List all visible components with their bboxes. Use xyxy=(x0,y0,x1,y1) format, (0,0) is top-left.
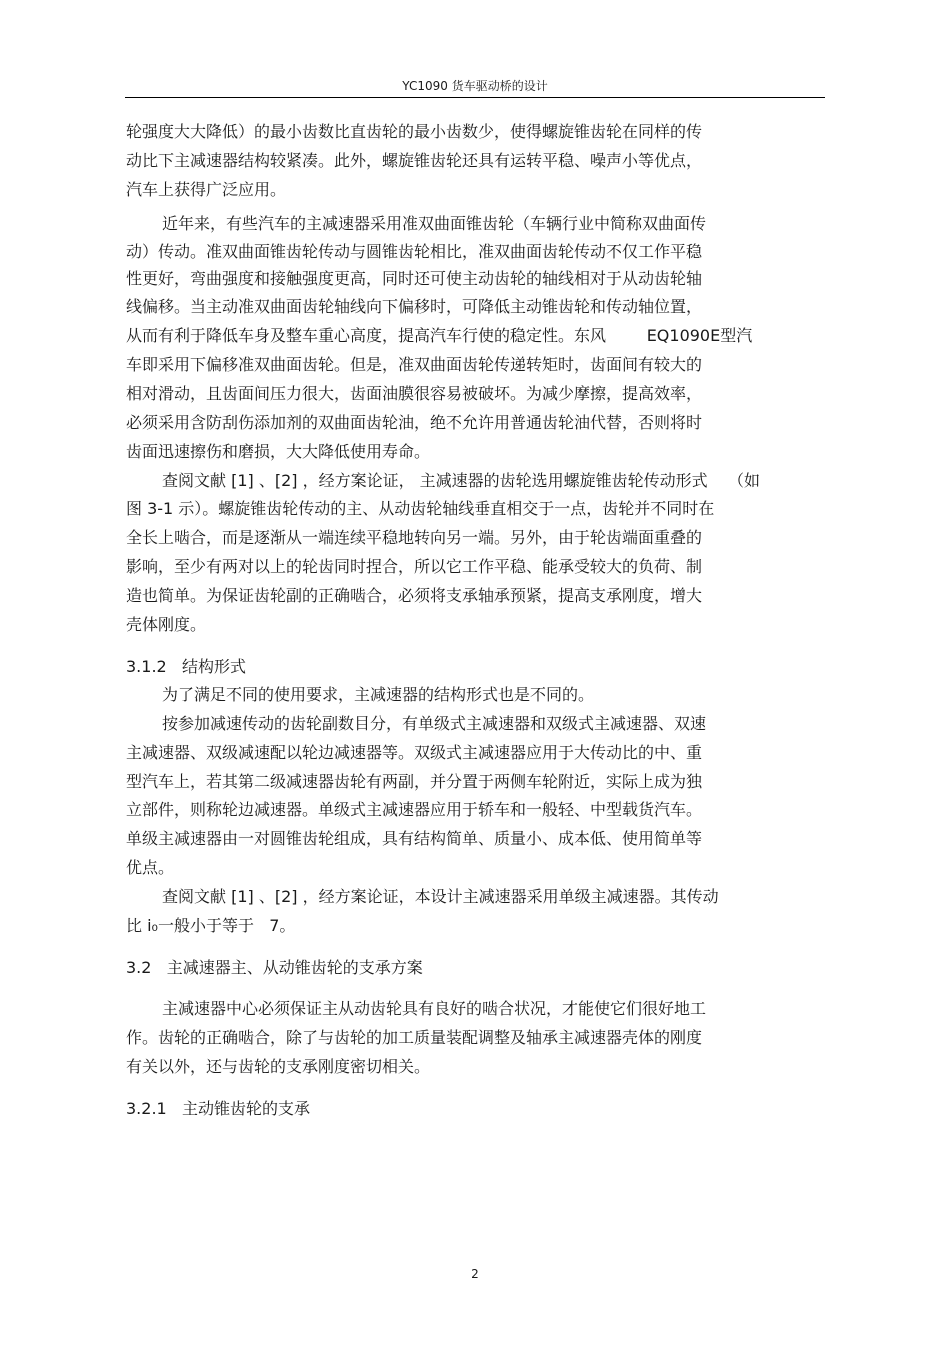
running-header: YC1090 货车驱动桥的设计 xyxy=(402,79,548,93)
body-text-line: 壳体刚度。 xyxy=(126,615,207,634)
body-text-line: 相对滑动，且齿面间压力很大，齿面油膜很容易被破坏。为减少摩擦，提高效率， xyxy=(126,384,703,403)
body-text-line: 从而有利于降低车身及整车重心高度，提高汽车行使的稳定性。东风 EQ1090E型汽 xyxy=(126,326,753,345)
body-text-line: 型汽车上，若其第二级减速器齿轮有两副，并分置于两侧车轮附近，实际上成为独 xyxy=(126,772,703,791)
body-text-line: 线偏移。当主动准双曲面齿轮轴线向下偏移时，可降低主动锥齿轮和传动轴位置， xyxy=(126,297,703,316)
body-text-line: 全长上啮合，而是逐渐从一端连续平稳地转向另一端。另外，由于轮齿端面重叠的 xyxy=(126,528,703,547)
section-heading-3-2: 3.2 主减速器主、从动锥齿轮的支承方案 xyxy=(126,958,423,977)
body-text-line: 汽车上获得广泛应用。 xyxy=(126,180,287,199)
body-text-line: 主减速器中心必须保证主从动齿轮具有良好的啮合状况，才能使它们很好地工 xyxy=(162,999,707,1018)
body-text-line: 按参加减速传动的齿轮副数目分，有单级式主减速器和双级式主减速器、双速 xyxy=(162,714,707,733)
body-text-line: 动）传动。准双曲面锥齿轮传动与圆锥齿轮相比，准双曲面齿轮传动不仅工作平稳 xyxy=(126,242,703,261)
body-text-line: 车即采用下偏移准双曲面齿轮。但是，准双曲面齿轮传递转矩时，齿面间有较大的 xyxy=(126,355,703,374)
body-text-line: 单级主减速器由一对圆锥齿轮组成，具有结构简单、质量小、成本低、使用简单等 xyxy=(126,829,703,848)
body-text-line: 性更好，弯曲强度和接触强度更高，同时还可使主动齿轮的轴线相对于从动齿轮轴 xyxy=(126,269,703,288)
body-text-line: 影响，至少有两对以上的轮齿同时捏合，所以它工作平稳、能承受较大的负荷、制 xyxy=(126,557,703,576)
section-heading-3-2-1: 3.2.1 主动锥齿轮的支承 xyxy=(126,1099,310,1118)
body-text-line: 为了满足不同的使用要求，主减速器的结构形式也是不同的。 xyxy=(162,685,595,704)
body-text-line: 齿面迅速擦伤和磨损，大大降低使用寿命。 xyxy=(126,442,431,461)
body-text-line: 必须采用含防刮伤添加剂的双曲面齿轮油，绝不允许用普通齿轮油代替，否则将时 xyxy=(126,413,703,432)
body-text-line: 立部件，则称轮边减速器。单级式主减速器应用于轿车和一般轻、中型载货汽车。 xyxy=(126,800,703,819)
body-text-line: 图 3-1 示）。螺旋锥齿轮传动的主、从动齿轮轴线垂直相交于一点，齿轮并不同时在 xyxy=(126,499,715,518)
body-text-line: 优点。 xyxy=(126,858,175,877)
body-text-line: 作。齿轮的正确啮合，除了与齿轮的加工质量装配调整及轴承主减速器壳体的刚度 xyxy=(126,1028,703,1047)
body-text-line: 查阅文献 [1] 、[2] ，经方案论证， 主减速器的齿轮选用螺旋锥齿轮传动形式 （如 xyxy=(162,471,761,490)
section-heading-3-1-2: 3.1.2 结构形式 xyxy=(126,657,246,676)
body-text-line: 比 i₀一般小于等于 7。 xyxy=(126,916,296,935)
body-text-line: 主减速器、双级减速配以轮边减速器等。双级式主减速器应用于大传动比的中、重 xyxy=(126,743,703,762)
header-rule xyxy=(125,97,825,98)
body-text-line: 造也简单。为保证齿轮副的正确啮合，必须将支承轴承预紧，提高支承刚度，增大 xyxy=(126,586,703,605)
page-number: 2 xyxy=(471,1267,479,1281)
body-text-line: 有关以外，还与齿轮的支承刚度密切相关。 xyxy=(126,1057,431,1076)
body-text-line: 近年来，有些汽车的主减速器采用准双曲面锥齿轮（车辆行业中简称双曲面传 xyxy=(162,214,707,233)
body-text-line: 动比下主减速器结构较紧凑。此外，螺旋锥齿轮还具有运转平稳、噪声小等优点， xyxy=(126,151,703,170)
body-text-line: 查阅文献 [1] 、[2] ，经方案论证，本设计主减速器采用单级主减速器。其传动 xyxy=(162,887,719,906)
body-text-line: 轮强度大大降低）的最小齿数比直齿轮的最小齿数少，使得螺旋锥齿轮在同样的传 xyxy=(126,122,703,141)
